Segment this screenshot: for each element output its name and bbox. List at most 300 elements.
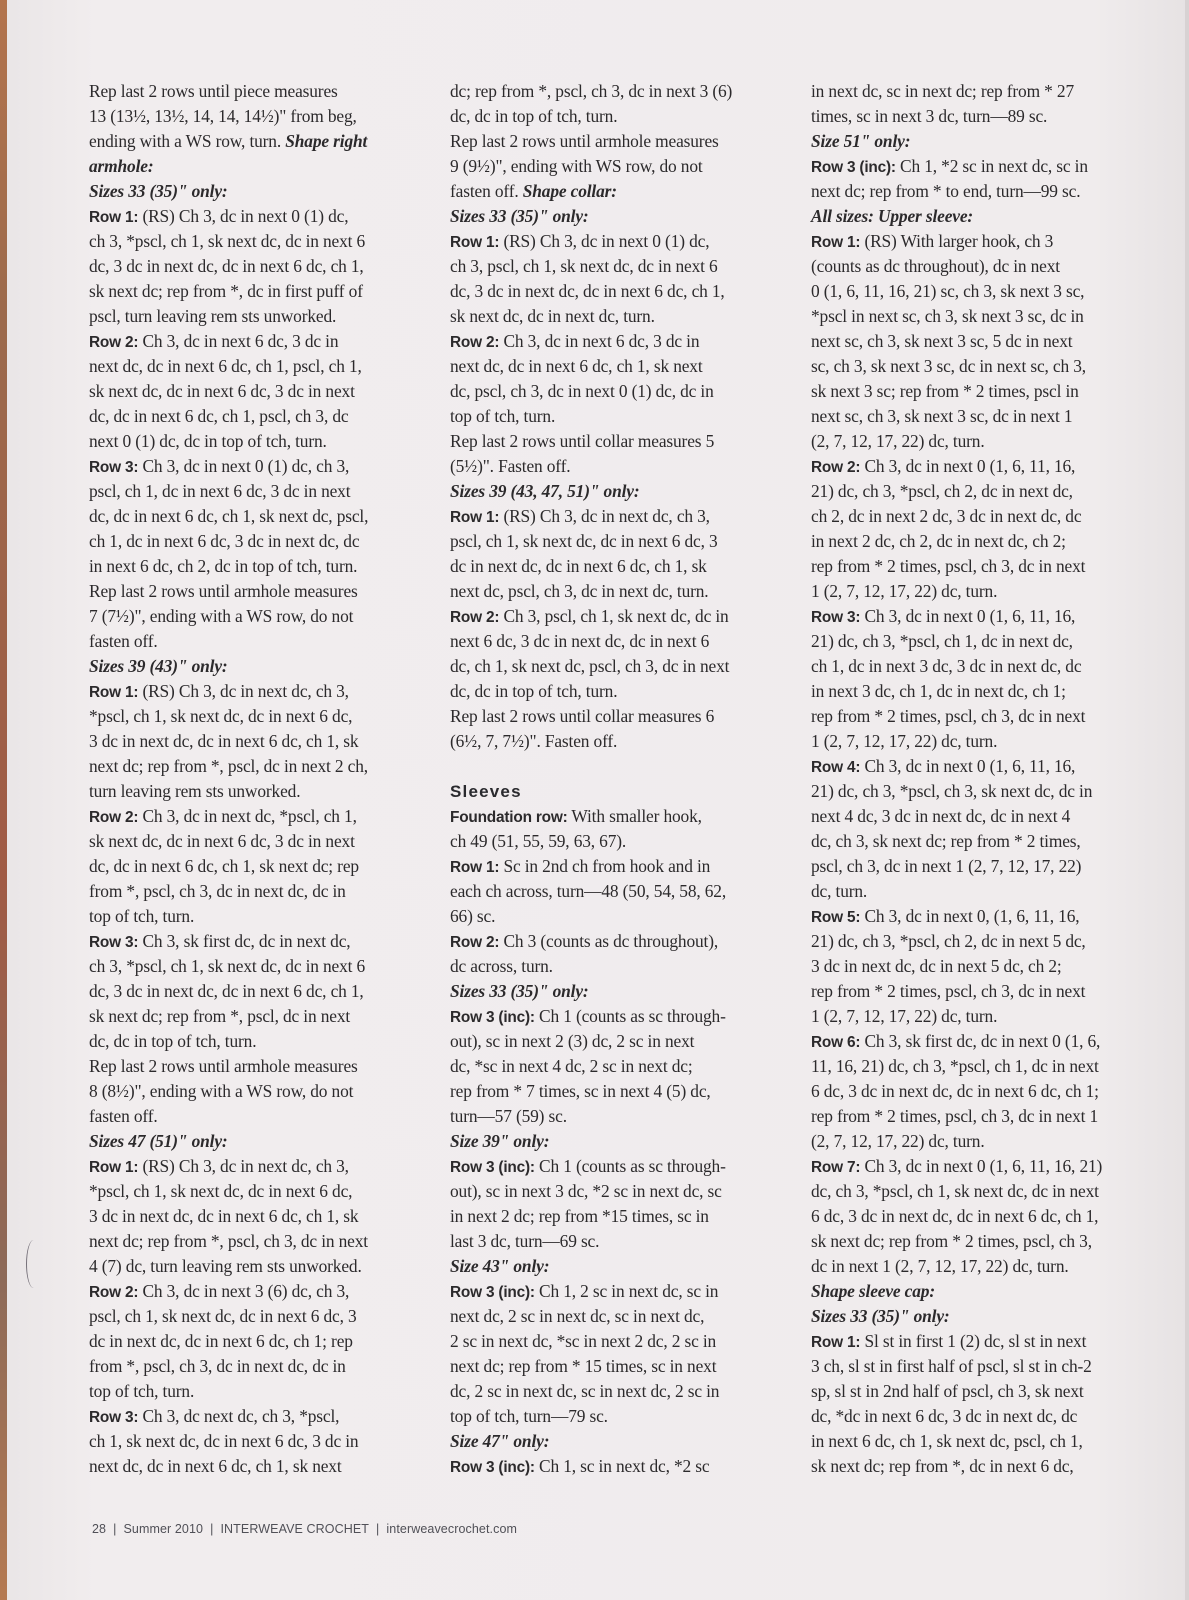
- text-line: [811, 1404, 1156, 1429]
- line-text: dc, pscl, ch 3, dc in next 0 (1) dc, dc in: [450, 381, 714, 401]
- row-instruction: [450, 1004, 795, 1029]
- line-text: Ch 3, dc next dc, ch 3, *pscl,: [138, 1406, 340, 1426]
- line-text: ch 3, *pscl, ch 1, sk next dc, dc in next 6: [89, 956, 366, 976]
- line-text: turn leaving rem sts unworked.: [89, 781, 301, 801]
- line-text: Ch 3, dc in next 0 (1) dc, ch 3,: [138, 456, 350, 476]
- line-text: sk next 3 sc; rep from * 2 times, pscl in: [811, 381, 1079, 401]
- row-instruction: [450, 1454, 795, 1479]
- text-line: [450, 379, 795, 404]
- text-line: [450, 304, 795, 329]
- line-text: Ch 1, sc in next dc, *2 sc: [534, 1456, 710, 1476]
- line-text: 21) dc, ch 3, *pscl, ch 2, dc in next dc,: [811, 481, 1073, 501]
- text-line: [811, 654, 1156, 679]
- text-line: [811, 1129, 1156, 1154]
- line-text: sk next dc; rep from *, dc in first puff of: [89, 281, 363, 301]
- text-line: [450, 1079, 795, 1104]
- line-text: dc, ch 3, *pscl, ch 1, sk next dc, dc in next: [811, 1181, 1099, 1201]
- line-text: next dc; rep from *, pscl, ch 3, dc in next: [89, 1231, 368, 1251]
- line-text: sk next dc; rep from *, pscl, dc in next: [89, 1006, 351, 1026]
- line-text: sk next dc; rep from * 2 times, pscl, ch 3,: [811, 1231, 1092, 1251]
- row-instruction: [450, 504, 795, 529]
- line-text: fasten off.: [89, 631, 158, 651]
- text-line: [811, 1079, 1156, 1104]
- row-label: Row 2:: [89, 809, 139, 826]
- line-text: Ch 3, dc in next 0 (1, 6, 11, 16,: [860, 456, 1076, 476]
- row-instruction: [89, 1279, 434, 1304]
- line-text: in next 2 dc; rep from *15 times, sc in: [450, 1206, 709, 1226]
- line-text: out), sc in next 2 (3) dc, 2 sc in next: [450, 1031, 695, 1051]
- row-label: Row 4:: [811, 759, 861, 776]
- text-line: [811, 704, 1156, 729]
- line-text: pscl, ch 1, dc in next 6 dc, 3 dc in next: [89, 481, 351, 501]
- line-text: fasten off.: [89, 1106, 158, 1126]
- line-text: dc, turn.: [811, 881, 868, 901]
- text-line: [811, 379, 1156, 404]
- row-instruction: [450, 229, 795, 254]
- text-line: [450, 179, 795, 204]
- row-label: Row 5:: [811, 909, 861, 926]
- italic-heading: Shape right: [285, 131, 368, 151]
- row-label: Foundation row:: [450, 809, 568, 826]
- line-text: rep from * 2 times, pscl, ch 3, dc in next 1: [811, 1106, 1099, 1126]
- line-text: dc, ch 3, sk next dc; rep from * 2 times,: [811, 831, 1081, 851]
- italic-heading: Size 39" only:: [450, 1131, 550, 1151]
- line-text: 1 (2, 7, 12, 17, 22) dc, turn.: [811, 581, 998, 601]
- line-text: each ch across, turn—48 (50, 54, 58, 62,: [450, 881, 727, 901]
- line-text: sk next dc, dc in next 6 dc, 3 dc in next: [89, 381, 355, 401]
- text-line: [89, 1354, 434, 1379]
- page-number: 28: [92, 1522, 107, 1536]
- text-line: [450, 104, 795, 129]
- line-text: in next 3 dc, ch 1, dc in next dc, ch 1;: [811, 681, 1066, 701]
- line-text: (RS) Ch 3, dc in next dc, ch 3,: [138, 681, 349, 701]
- text-line: [89, 554, 434, 579]
- line-text: next dc; rep from *, pscl, dc in next 2 ch,: [89, 756, 368, 776]
- line-text: 21) dc, ch 3, *pscl, ch 3, sk next dc, dc in: [811, 781, 1093, 801]
- line-text: ch 1, dc in next 3 dc, 3 dc in next dc, dc: [811, 656, 1082, 676]
- italic-heading: Sizes 47 (51)" only:: [89, 1131, 228, 1151]
- line-text: next 0 (1) dc, dc in top of tch, turn.: [89, 431, 327, 451]
- text-line: [811, 354, 1156, 379]
- line-text: Ch 1 (counts as sc through-: [534, 1156, 726, 1176]
- line-text: Ch 3, dc in next 0 (1, 6, 11, 16, 21): [860, 1156, 1103, 1176]
- text-line: [89, 1004, 434, 1029]
- magazine-name: INTERWEAVE CROCHET: [220, 1522, 370, 1536]
- line-text: pscl, ch 3, dc in next 1 (2, 7, 12, 17, 22): [811, 856, 1082, 876]
- instruction-heading: [450, 1429, 795, 1454]
- text-line: [89, 1379, 434, 1404]
- line-text: dc in next 1 (2, 7, 12, 17, 22) dc, turn.: [811, 1256, 1069, 1276]
- row-label: Row 2:: [450, 609, 500, 626]
- italic-heading: Sizes 39 (43, 47, 51)" only:: [450, 481, 640, 501]
- line-text: (5½)". Fasten off.: [450, 456, 571, 476]
- text-line: [89, 1254, 434, 1279]
- text-line: [450, 1404, 795, 1429]
- text-line: [450, 679, 795, 704]
- line-text: in next 6 dc, ch 1, sk next dc, pscl, ch 1,: [811, 1431, 1083, 1451]
- text-line: [450, 1029, 795, 1054]
- line-text: dc, dc in next 6 dc, ch 1, sk next dc; rep: [89, 856, 359, 876]
- row-instruction: [89, 454, 434, 479]
- row-label: Row 2:: [811, 459, 861, 476]
- text-line: [89, 404, 434, 429]
- text-line: [450, 254, 795, 279]
- line-text: 3 ch, sl st in first half of pscl, sl st in ch-2: [811, 1356, 1092, 1376]
- line-text: rep from * 7 times, sc in next 4 (5) dc,: [450, 1081, 711, 1101]
- row-label: Row 1:: [89, 1159, 139, 1176]
- footer-separator: |: [210, 1522, 214, 1536]
- text-line: [811, 179, 1156, 204]
- text-line: [89, 879, 434, 904]
- text-line: [89, 979, 434, 1004]
- line-text: 11, 16, 21) dc, ch 3, *pscl, ch 1, dc in next: [811, 1056, 1099, 1076]
- row-label: Row 1:: [450, 234, 500, 251]
- line-text: pscl, ch 1, sk next dc, dc in next 6 dc, 3: [89, 1306, 357, 1326]
- line-text: 1 (2, 7, 12, 17, 22) dc, turn.: [811, 1006, 998, 1026]
- line-text: dc, *dc in next 6 dc, 3 dc in next dc, dc: [811, 1406, 1078, 1426]
- row-instruction: [89, 204, 434, 229]
- text-line: [450, 404, 795, 429]
- line-text: ch 3, pscl, ch 1, sk next dc, dc in next 6: [450, 256, 718, 276]
- line-text: last 3 dc, turn—69 sc.: [450, 1231, 600, 1251]
- row-instruction: [450, 929, 795, 954]
- italic-heading: Size 43" only:: [450, 1256, 550, 1276]
- line-text: times, sc in next 3 dc, turn—89 sc.: [811, 106, 1048, 126]
- line-text: (6½, 7, 7½)". Fasten off.: [450, 731, 618, 751]
- line-text: dc, dc in next 6 dc, ch 1, sk next dc, pscl,: [89, 506, 369, 526]
- line-text: 21) dc, ch 3, *pscl, ch 2, dc in next 5 dc,: [811, 931, 1086, 951]
- row-instruction: [811, 154, 1156, 179]
- line-text: rep from * 2 times, pscl, ch 3, dc in next: [811, 981, 1086, 1001]
- issue-date: Summer 2010: [123, 1522, 204, 1536]
- line-text: in next dc, sc in next dc; rep from * 27: [811, 81, 1075, 101]
- text-line: [89, 1304, 434, 1329]
- text-line: [450, 829, 795, 854]
- row-instruction: [450, 604, 795, 629]
- text-line: [450, 1104, 795, 1129]
- italic-heading: Sizes 33 (35)" only:: [450, 206, 589, 226]
- line-text: (RS) With larger hook, ch 3: [860, 231, 1054, 251]
- text-line: [89, 354, 434, 379]
- text-line: [811, 854, 1156, 879]
- line-text: dc, 2 sc in next dc, sc in next dc, 2 sc in: [450, 1381, 720, 1401]
- text-line: [89, 1104, 434, 1129]
- row-label: Row 3 (inc):: [450, 1009, 535, 1026]
- row-label: Row 1:: [811, 1334, 861, 1351]
- line-text: Rep last 2 rows until armhole measures: [450, 131, 719, 151]
- line-text: ending with a WS row, turn.: [89, 131, 286, 151]
- line-text: Rep last 2 rows until armhole measures: [89, 581, 358, 601]
- footer-separator: |: [376, 1522, 380, 1536]
- line-text: 3 dc in next dc, dc in next 6 dc, ch 1, sk: [89, 1206, 359, 1226]
- text-line: [89, 829, 434, 854]
- line-text: pscl, ch 1, sk next dc, dc in next 6 dc, 3: [450, 531, 718, 551]
- italic-heading: armhole:: [89, 156, 154, 176]
- row-instruction: [811, 1029, 1156, 1054]
- instruction-heading: [89, 654, 434, 679]
- line-text: Ch 3, dc in next dc, *pscl, ch 1,: [138, 806, 357, 826]
- line-text: from *, pscl, ch 3, dc in next dc, dc in: [89, 881, 346, 901]
- instruction-heading: [450, 979, 795, 1004]
- text-line: [89, 1329, 434, 1354]
- text-line: [450, 954, 795, 979]
- text-column-1: [89, 79, 434, 1479]
- row-label: Row 6:: [811, 1034, 861, 1051]
- line-text: top of tch, turn.: [450, 406, 556, 426]
- text-line: [89, 704, 434, 729]
- line-text: dc; rep from *, pscl, ch 3, dc in next 3 (6): [450, 81, 733, 101]
- line-text: (2, 7, 12, 17, 22) dc, turn.: [811, 1131, 985, 1151]
- text-line: [811, 1004, 1156, 1029]
- line-text: Ch 3, sk first dc, dc in next dc,: [138, 931, 351, 951]
- line-text: Ch 3, dc in next 0, (1, 6, 11, 16,: [860, 906, 1080, 926]
- text-line: [811, 254, 1156, 279]
- line-text: Ch 3, dc in next 0 (1, 6, 11, 16,: [860, 756, 1076, 776]
- text-line: [811, 104, 1156, 129]
- line-text: Ch 1, 2 sc in next dc, sc in: [534, 1281, 719, 1301]
- italic-heading: Sizes 39 (43)" only:: [89, 656, 228, 676]
- line-text: Ch 3, dc in next 0 (1, 6, 11, 16,: [860, 606, 1076, 626]
- text-line: [811, 529, 1156, 554]
- text-line: [450, 1329, 795, 1354]
- text-line: [811, 79, 1156, 104]
- line-text: next 4 dc, 3 dc in next dc, dc in next 4: [811, 806, 1071, 826]
- line-text: dc, 3 dc in next dc, dc in next 6 dc, ch 1,: [89, 256, 364, 276]
- instruction-heading: [89, 179, 434, 204]
- text-line: [811, 1379, 1156, 1404]
- text-line: [450, 154, 795, 179]
- line-text: next dc, dc in next 6 dc, ch 1, pscl, ch 1,: [89, 356, 362, 376]
- row-instruction: [811, 604, 1156, 629]
- row-label: Row 3:: [89, 459, 139, 476]
- line-text: Sl st in first 1 (2) dc, sl st in next: [860, 1331, 1087, 1351]
- text-line: [811, 954, 1156, 979]
- line-text: (RS) Ch 3, dc in next 0 (1) dc,: [499, 231, 710, 251]
- line-text: Rep last 2 rows until armhole measures: [89, 1056, 358, 1076]
- text-line: [450, 579, 795, 604]
- line-text: top of tch, turn.: [89, 1381, 195, 1401]
- row-instruction: [450, 1279, 795, 1304]
- italic-heading: Sizes 33 (35)" only:: [811, 1306, 950, 1326]
- text-line: [450, 729, 795, 754]
- row-label: Row 1:: [89, 684, 139, 701]
- text-line: [450, 1179, 795, 1204]
- row-instruction: [89, 1154, 434, 1179]
- website-url: interweavecrochet.com: [386, 1522, 518, 1536]
- italic-heading: Size 47" only:: [450, 1431, 550, 1451]
- text-line: [89, 504, 434, 529]
- text-line: [89, 429, 434, 454]
- line-text: ch 1, sk next dc, dc in next 6 dc, 3 dc in: [89, 1431, 359, 1451]
- text-line: [89, 954, 434, 979]
- italic-heading: Sizes 33 (35)" only:: [450, 981, 589, 1001]
- line-text: (RS) Ch 3, dc in next 0 (1) dc,: [138, 206, 349, 226]
- line-text: out), sc in next 3 dc, *2 sc in next dc, sc: [450, 1181, 722, 1201]
- instruction-heading: [450, 1254, 795, 1279]
- row-label: Row 3 (inc):: [811, 159, 896, 176]
- line-text: dc, 3 dc in next dc, dc in next 6 dc, ch 1,: [89, 981, 364, 1001]
- text-line: [450, 454, 795, 479]
- text-line: [811, 1454, 1156, 1479]
- line-text: top of tch, turn.: [89, 906, 195, 926]
- text-line: [89, 754, 434, 779]
- row-instruction: [811, 754, 1156, 779]
- text-line: [89, 279, 434, 304]
- text-line: [89, 129, 434, 154]
- text-line: [811, 1429, 1156, 1454]
- text-line: [89, 579, 434, 604]
- text-line: [450, 79, 795, 104]
- text-line: [89, 1429, 434, 1454]
- text-line: [450, 529, 795, 554]
- line-text: 13 (13½, 13½, 14, 14, 14½)" from beg,: [89, 106, 357, 126]
- pencil-mark: [26, 1240, 41, 1288]
- line-text: *pscl in next sc, ch 3, sk next 3 sc, dc in: [811, 306, 1084, 326]
- row-label: Row 1:: [811, 234, 861, 251]
- row-instruction: [450, 854, 795, 879]
- row-instruction: [811, 904, 1156, 929]
- text-line: [450, 1379, 795, 1404]
- line-text: Sc in 2nd ch from hook and in: [499, 856, 711, 876]
- text-line: [89, 104, 434, 129]
- line-text: *pscl, ch 1, sk next dc, dc in next 6 dc,: [89, 706, 353, 726]
- line-text: from *, pscl, ch 3, dc in next dc, dc in: [89, 1356, 346, 1376]
- instruction-heading: [811, 1279, 1156, 1304]
- line-text: *pscl, ch 1, sk next dc, dc in next 6 dc,: [89, 1181, 353, 1201]
- line-text: Rep last 2 rows until piece measures: [89, 81, 338, 101]
- line-text: sk next dc, dc in next dc, turn.: [450, 306, 655, 326]
- line-text: dc, dc in top of tch, turn.: [89, 1031, 257, 1051]
- text-line: [811, 979, 1156, 1004]
- page-footer: [92, 1522, 517, 1536]
- text-line: [89, 1079, 434, 1104]
- text-line: [89, 79, 434, 104]
- line-text: dc, 3 dc in next dc, dc in next 6 dc, ch 1,: [450, 281, 725, 301]
- row-instruction: [811, 1329, 1156, 1354]
- text-line: [450, 1354, 795, 1379]
- instruction-heading: [450, 479, 795, 504]
- line-text: Rep last 2 rows until collar measures 6: [450, 706, 715, 726]
- text-line: [89, 629, 434, 654]
- text-line: [89, 854, 434, 879]
- text-line: [450, 879, 795, 904]
- line-text: dc across, turn.: [450, 956, 553, 976]
- row-instruction: [89, 929, 434, 954]
- line-text: sk next dc, dc in next 6 dc, 3 dc in next: [89, 831, 355, 851]
- row-label: Row 3:: [811, 609, 861, 626]
- row-instruction: [89, 804, 434, 829]
- text-line: [450, 1204, 795, 1229]
- line-text: dc, *sc in next 4 dc, 2 sc in next dc;: [450, 1056, 693, 1076]
- line-text: (counts as dc throughout), dc in next: [811, 256, 1060, 276]
- line-text: next 6 dc, 3 dc in next dc, dc in next 6: [450, 631, 710, 651]
- line-text: Ch 3, dc in next 6 dc, 3 dc in: [138, 331, 339, 351]
- line-text: next dc; rep from * to end, turn—99 sc.: [811, 181, 1081, 201]
- line-text: ch 2, dc in next 2 dc, 3 dc in next dc, dc: [811, 506, 1082, 526]
- italic-heading: Sizes 33 (35)" only:: [89, 181, 228, 201]
- line-text: 7 (7½)", ending with a WS row, do not: [89, 606, 354, 626]
- line-text: turn—57 (59) sc.: [450, 1106, 567, 1126]
- line-text: ch 49 (51, 55, 59, 63, 67).: [450, 831, 627, 851]
- spacer: [450, 754, 795, 779]
- text-line: [89, 904, 434, 929]
- line-text: Ch 3, dc in next 6 dc, 3 dc in: [499, 331, 700, 351]
- line-text: next dc, dc in next 6 dc, ch 1, sk next: [89, 1456, 342, 1476]
- text-line: [811, 1229, 1156, 1254]
- line-text: 4 (7) dc, turn leaving rem sts unworked.: [89, 1256, 362, 1276]
- text-line: [811, 479, 1156, 504]
- text-line: [450, 279, 795, 304]
- row-instruction: [450, 804, 795, 829]
- line-text: in next 6 dc, ch 2, dc in top of tch, turn.: [89, 556, 358, 576]
- line-text: (RS) Ch 3, dc in next dc, ch 3,: [499, 506, 710, 526]
- text-line: [811, 504, 1156, 529]
- text-line: [450, 554, 795, 579]
- text-line: [811, 1104, 1156, 1129]
- line-text: rep from * 2 times, pscl, ch 3, dc in next: [811, 556, 1086, 576]
- line-text: next sc, ch 3, sk next 3 sc, dc in next 1: [811, 406, 1073, 426]
- line-text: 6 dc, 3 dc in next dc, dc in next 6 dc, ch 1;: [811, 1081, 1099, 1101]
- text-line: [89, 1204, 434, 1229]
- line-text: sp, sl st in 2nd half of pscl, ch 3, sk next: [811, 1381, 1084, 1401]
- line-text: 0 (1, 6, 11, 16, 21) sc, ch 3, sk next 3 sc,: [811, 281, 1085, 301]
- line-text: With smaller hook,: [567, 806, 702, 826]
- line-text: dc, dc in top of tch, turn.: [450, 681, 618, 701]
- text-line: [811, 279, 1156, 304]
- text-line: [89, 604, 434, 629]
- text-line: [89, 229, 434, 254]
- line-text: in next 2 dc, ch 2, dc in next dc, ch 2;: [811, 531, 1066, 551]
- text-line: [450, 904, 795, 929]
- text-line: [811, 429, 1156, 454]
- italic-heading: Shape collar:: [522, 181, 617, 201]
- text-line: [811, 829, 1156, 854]
- row-instruction: [450, 1154, 795, 1179]
- text-line: [811, 679, 1156, 704]
- line-text: rep from * 2 times, pscl, ch 3, dc in next: [811, 706, 1086, 726]
- text-line: [89, 254, 434, 279]
- text-line: [89, 1054, 434, 1079]
- row-label: Row 2:: [450, 334, 500, 351]
- instruction-heading: [450, 1129, 795, 1154]
- text-line: [811, 879, 1156, 904]
- line-text: ch 3, *pscl, ch 1, sk next dc, dc in next 6: [89, 231, 366, 251]
- line-text: next dc, pscl, ch 3, dc in next dc, turn.: [450, 581, 709, 601]
- row-instruction: [89, 329, 434, 354]
- text-line: [89, 1229, 434, 1254]
- row-label: Row 2:: [89, 334, 139, 351]
- instruction-heading: [89, 154, 434, 179]
- row-label: Row 2:: [89, 1284, 139, 1301]
- text-line: [89, 729, 434, 754]
- text-line: [811, 629, 1156, 654]
- text-line: [89, 1454, 434, 1479]
- line-text: sk next dc; rep from *, dc in next 6 dc,: [811, 1456, 1074, 1476]
- line-text: 9 (9½)", ending with WS row, do not: [450, 156, 703, 176]
- row-instruction: [450, 329, 795, 354]
- facing-page-edge: [0, 0, 7, 1600]
- line-text: Ch 1, *2 sc in next dc, sc in: [895, 156, 1088, 176]
- row-instruction: [89, 679, 434, 704]
- row-instruction: [811, 1154, 1156, 1179]
- row-label: Row 1:: [89, 209, 139, 226]
- row-label: Row 7:: [811, 1159, 861, 1176]
- line-text: dc in next dc, dc in next 6 dc, ch 1, sk: [450, 556, 707, 576]
- text-line: [450, 629, 795, 654]
- text-line: [811, 804, 1156, 829]
- line-text: Rep last 2 rows until collar measures 5: [450, 431, 715, 451]
- text-line: [811, 554, 1156, 579]
